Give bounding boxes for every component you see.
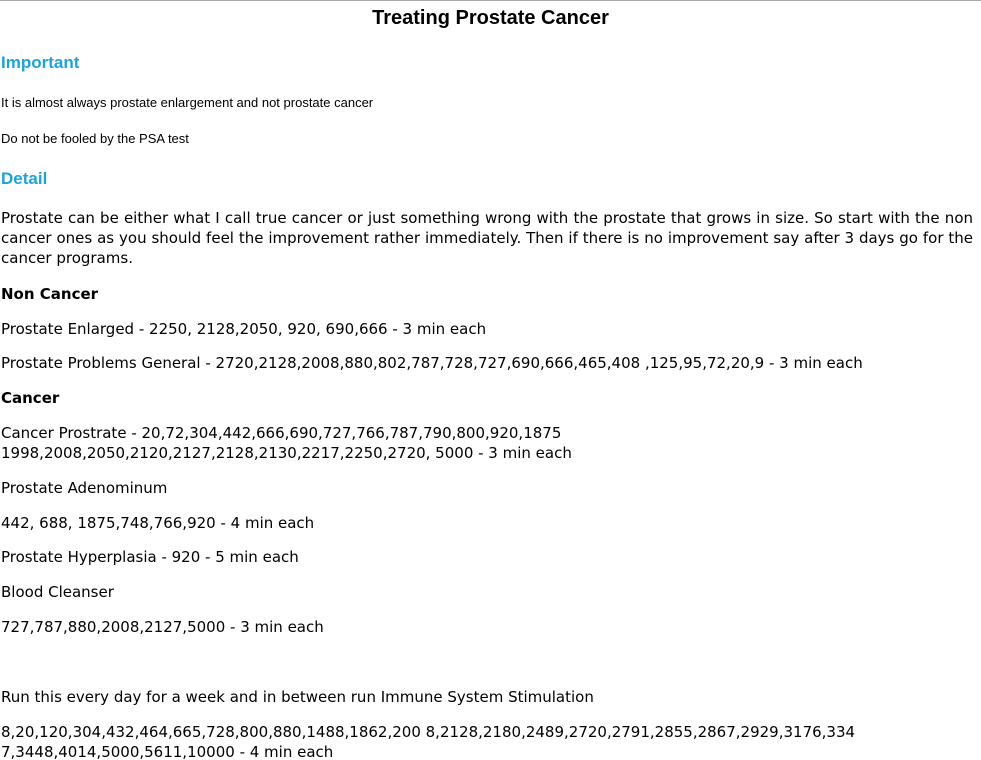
- prostate-enlarged-line: Prostate Enlarged - 2250, 2128,2050, 920, 690,666 - 3 min each: [1, 320, 487, 338]
- important-point-2: Do not be fooled by the PSA test: [1, 131, 189, 146]
- blood-cleanser-label: Blood Cleanser: [1, 583, 114, 601]
- blood-cleanser-values: 727,787,880,2008,2127,5000 - 3 min each: [1, 618, 324, 636]
- cancer-prostrate-line-1: Cancer Prostrate - 20,72,304,442,666,690,727,766,787,790,800,920,1875: [1, 424, 562, 442]
- important-point-1: It is almost always prostate enlargement and not prostate cancer: [1, 95, 374, 110]
- non-cancer-heading: Non Cancer: [1, 285, 99, 303]
- prostate-hyperplasia-line: Prostate Hyperplasia - 920 - 5 min each: [1, 548, 299, 566]
- prostate-problems-general-line: Prostate Problems General - 2720,2128,2008,880,802,787,728,727,690,666,465,408 ,125,95,72,20,9 - 3 min each: [1, 354, 863, 372]
- immune-values-line-1: 8,20,120,304,432,464,665,728,800,880,1488,1862,200 8,2128,2180,2489,2720,2791,2855,2867,2929,3176,334: [1, 723, 856, 741]
- cancer-heading: Cancer: [1, 389, 60, 407]
- immune-instruction: Run this every day for a week and in between run Immune System Stimulation: [1, 688, 594, 706]
- prostate-adenominum-label: Prostate Adenominum: [1, 479, 168, 497]
- detail-heading: Detail: [1, 169, 48, 188]
- important-heading: Important: [1, 53, 80, 72]
- detail-paragraph: Prostate can be either what I call true cancer or just something wrong with the prostate that grows in size. So start with the non cancer ones as you should feel the improvement rather immediately. Then if there is no improvement say after 3 days go for the cancer programs.: [1, 209, 973, 267]
- cancer-prostrate-line-2: 1998,2008,2050,2120,2127,2128,2130,2217,2250,2720, 5000 - 3 min each: [1, 444, 572, 462]
- immune-values-block: [1, 722, 855, 760]
- page-title: Treating Prostate Cancer: [372, 7, 609, 29]
- prostate-adenominum-values: 442, 688, 1875,748,766,920 - 4 min each: [1, 514, 315, 532]
- cancer-prostrate-block: [1, 423, 572, 463]
- immune-values-line-2: 7,3448,4014,5000,5611,10000 - 4 min each: [1, 743, 334, 760]
